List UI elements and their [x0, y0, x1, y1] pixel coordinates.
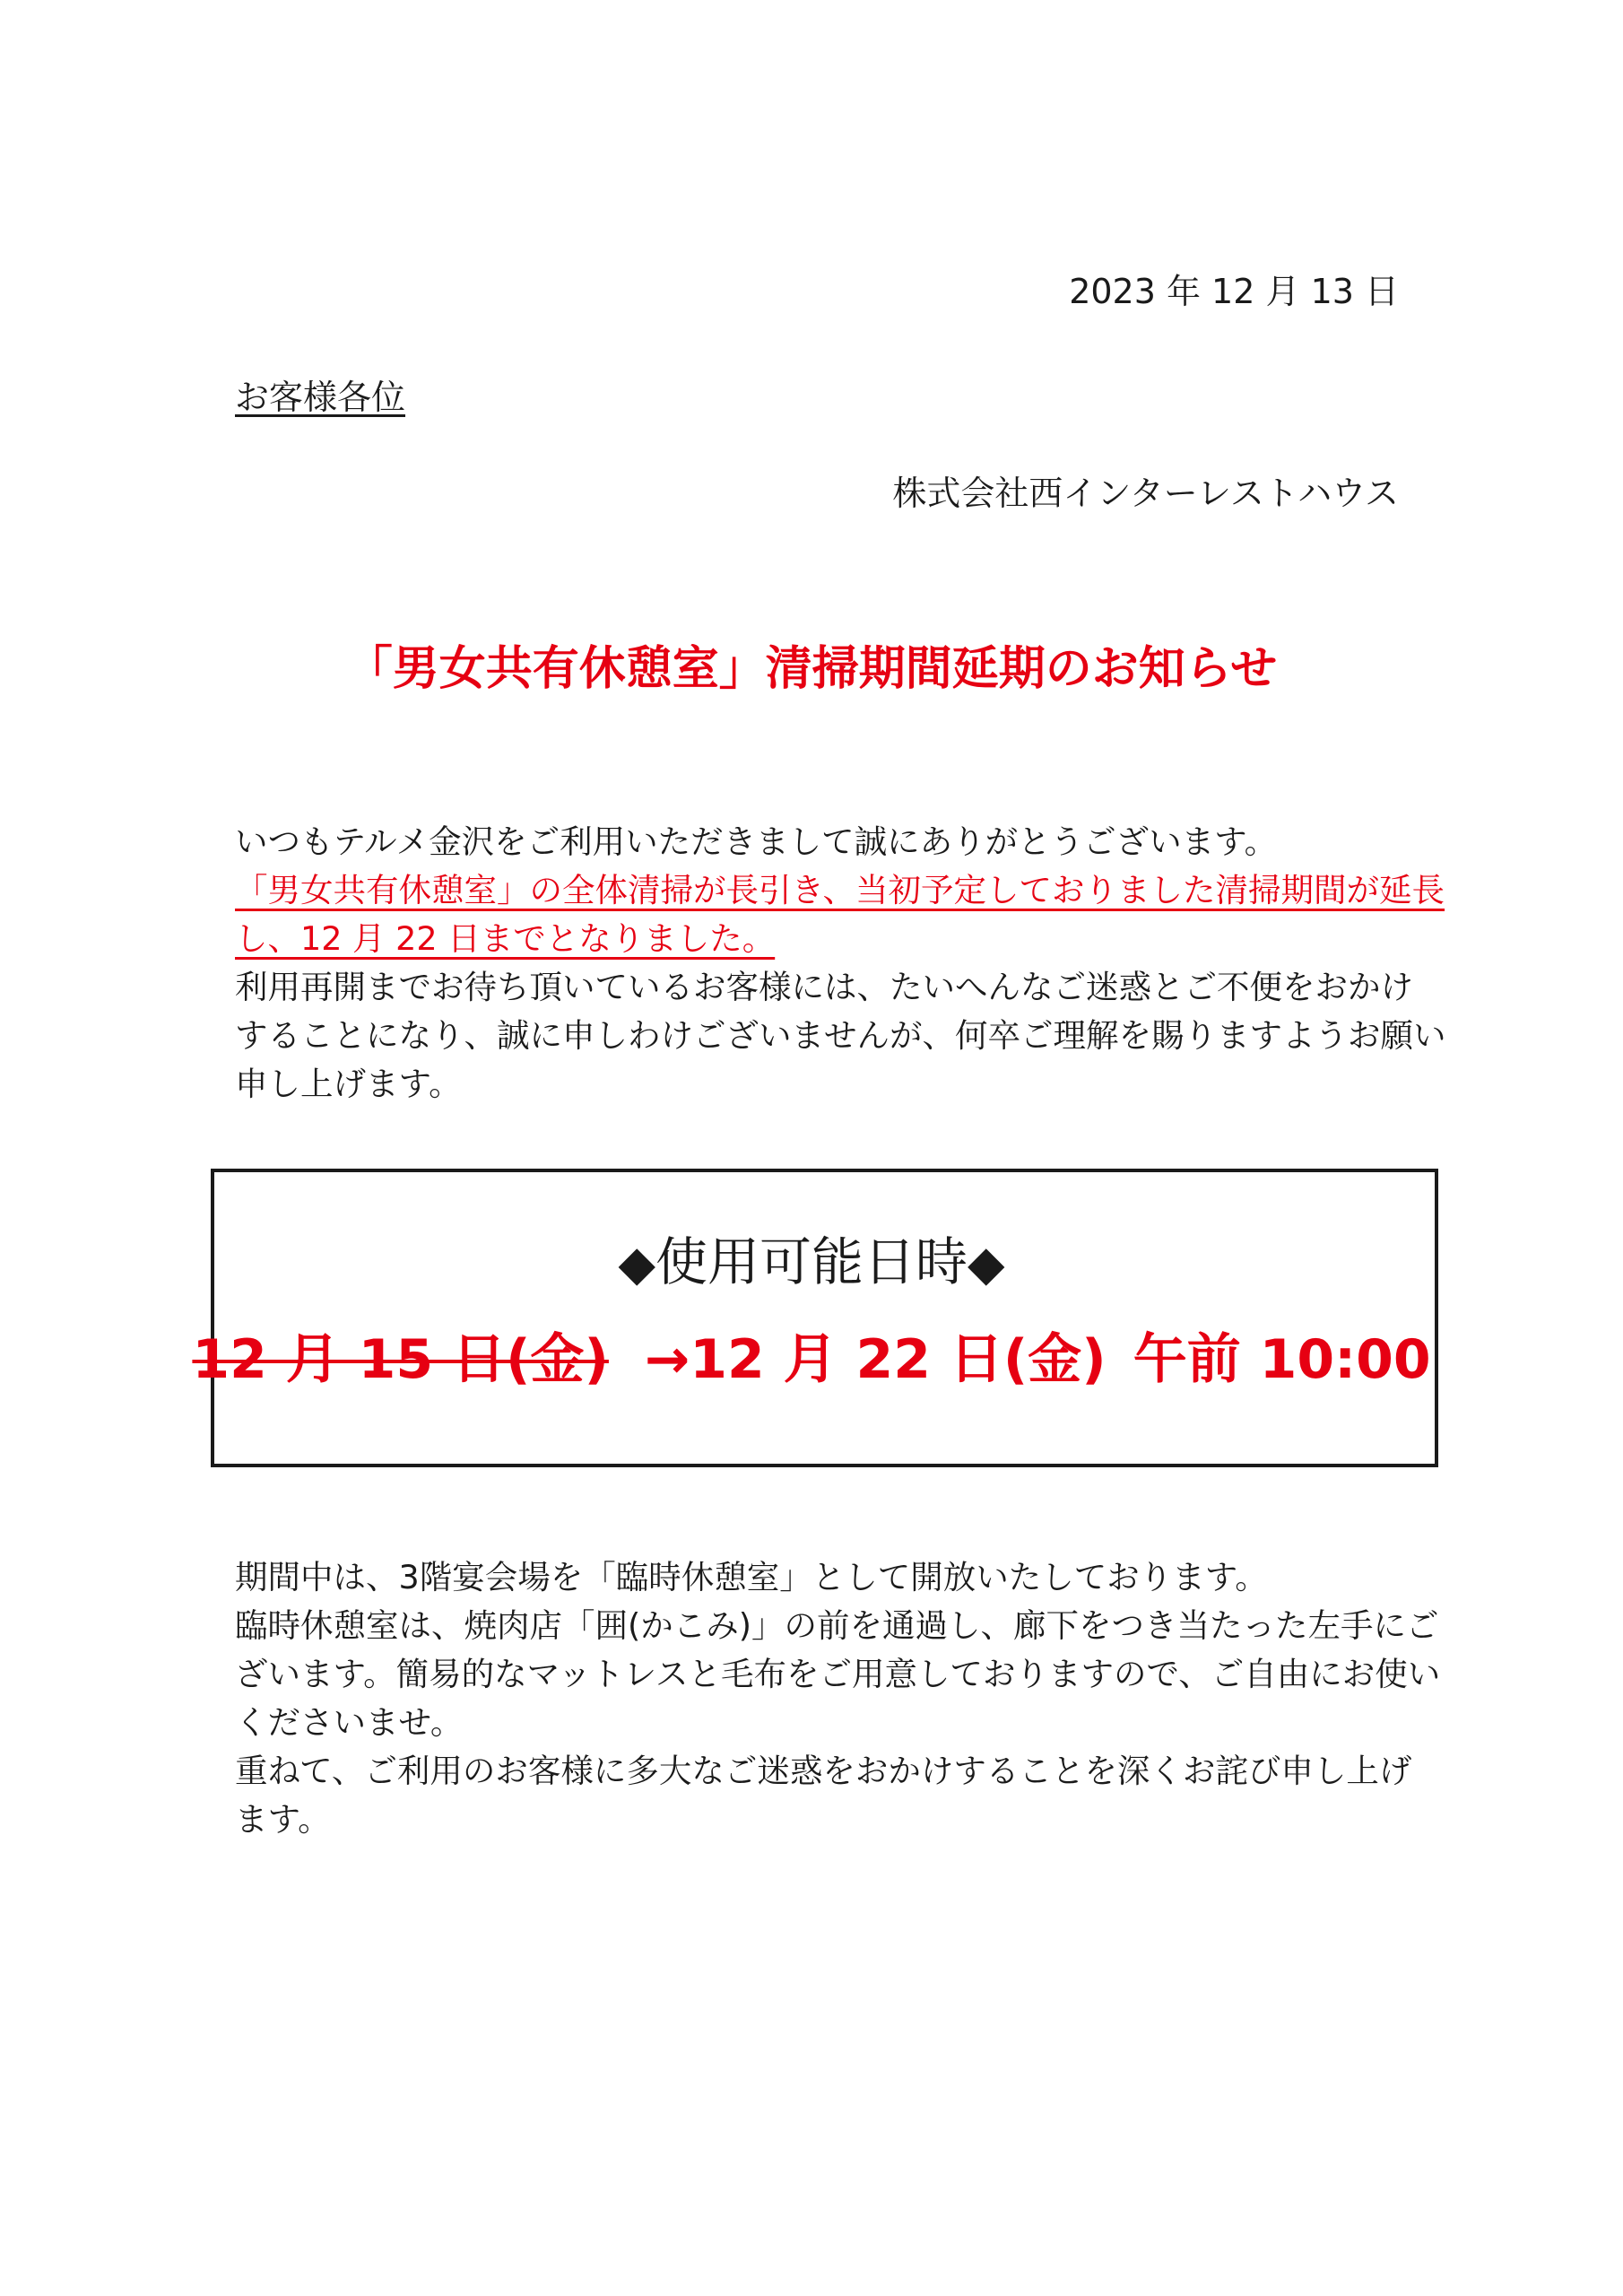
schedule-box — [211, 1169, 1438, 1467]
notice-title: 「男女共有休憩室」清掃期間延期のお知らせ — [345, 642, 1278, 696]
intro-greeting-line: いつもテルメ金沢をご利用いただきまして誠にありがとうございます。 — [235, 822, 1278, 861]
closing-line: ざいます。簡易的なマットレスと毛布をご用意しておりますので、ご自由にお使い — [235, 1655, 1441, 1693]
schedule-heading — [0, 1227, 1623, 1299]
notice-date: 2023 年 12 月 13 日 — [1069, 272, 1399, 311]
sender-company: 株式会社西インターレストハウス — [892, 474, 1399, 513]
schedule-heading-text: 使用可能日時 — [655, 1231, 968, 1292]
intro-apology-line: 申し上げます。 — [235, 1065, 462, 1103]
intro-paragraph — [235, 818, 1446, 1109]
arrow-right-icon: → — [644, 1328, 690, 1391]
intro-apology-line: することになり、誠に申しわけございませんが、何卒ご理解を賜りますようお願い — [235, 1016, 1446, 1055]
closing-line: 重ねて、ご利用のお客様に多大なご迷惑をおかけすることを深くお詫び申し上げ — [235, 1752, 1412, 1790]
diamond-icon: ◆ — [968, 1235, 1005, 1292]
addressee: お客様各位 — [235, 378, 406, 417]
intro-apology-line: 利用再開までお待ち頂いているお客様には、たいへんなご迷惑とご不便をおかけ — [235, 968, 1413, 1006]
extension-notice-text: 「男女共有休憩室」の全体清掃が長引き、当初予定しておりました清掃期間が延長 — [235, 871, 1445, 909]
schedule-dates — [0, 1324, 1623, 1396]
new-time: 午前 10:00 — [1133, 1328, 1431, 1391]
closing-line: 期間中は、3階宴会場を「臨時休憩室」として開放いたしております。 — [235, 1558, 1268, 1596]
intro-notice-line — [235, 915, 1401, 963]
closing-line: 臨時休憩室は、焼肉店「囲(かこみ)」の前を通過し、廊下をつき当たった左手にご — [235, 1606, 1439, 1645]
intro-notice-line — [235, 866, 1445, 915]
old-date-struck: 12 月 15 日(金) — [192, 1328, 609, 1391]
closing-line: ます。 — [235, 1800, 331, 1839]
diamond-icon: ◆ — [618, 1235, 655, 1292]
closing-line: くださいませ。 — [235, 1703, 464, 1742]
closing-paragraph — [235, 1553, 1441, 1844]
extension-notice-text: し、12 月 22 日までとなりました。 — [235, 919, 776, 958]
new-date: 12 月 22 日(金) — [690, 1328, 1107, 1391]
